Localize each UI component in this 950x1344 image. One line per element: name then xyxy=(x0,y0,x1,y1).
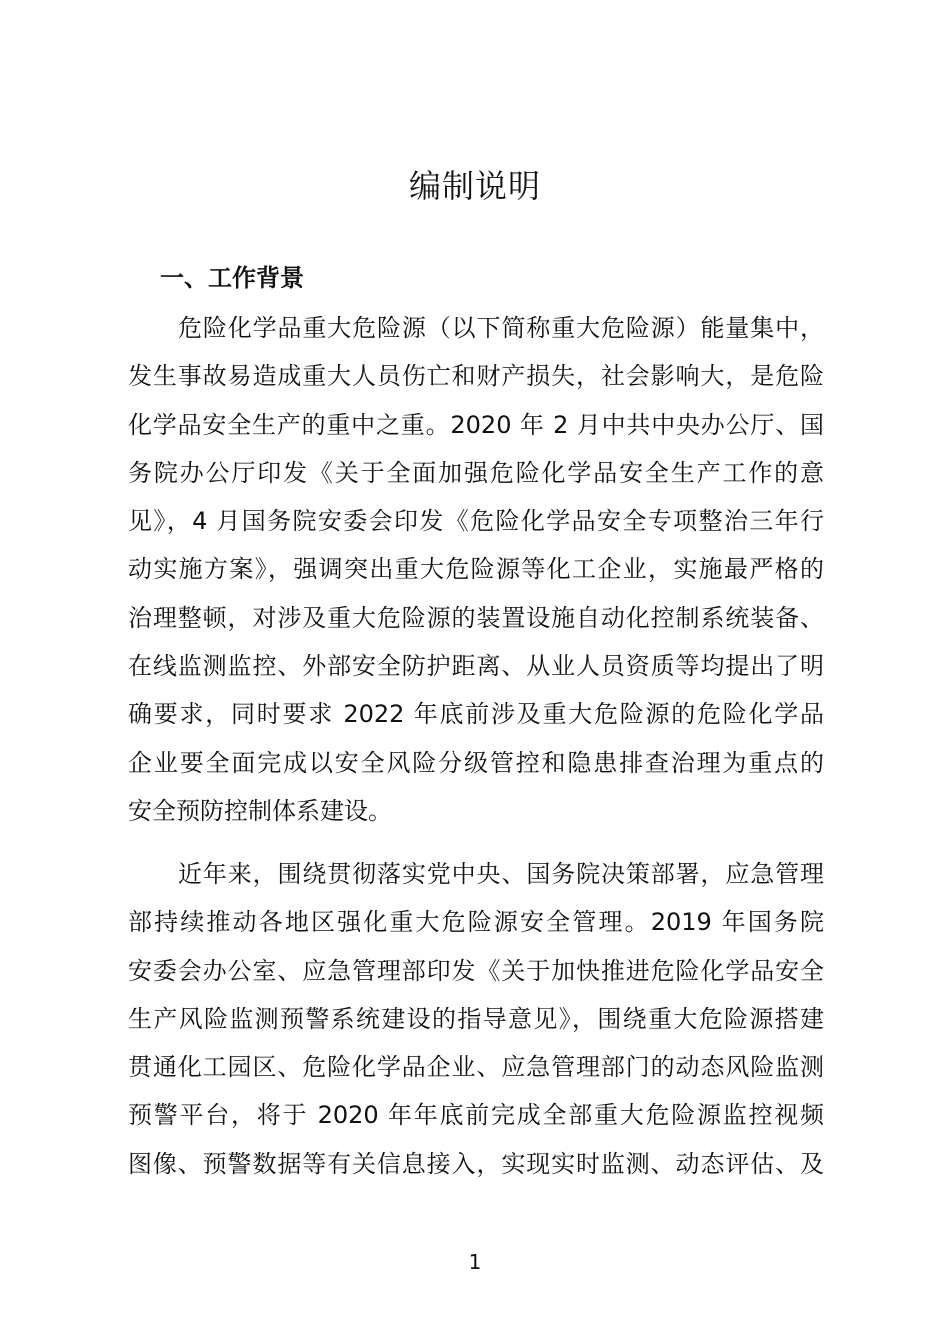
paragraph-line: 企业要全面完成以安全风险分级管控和隐患排查治理为重点的 xyxy=(128,748,824,777)
paragraph-line: 安委会办公室、应急管理部印发《关于加快推进危险化学品安全 xyxy=(128,956,824,985)
paragraph-line: 在线监测监控、外部安全防护距离、从业人员资质等均提出了明 xyxy=(128,652,824,681)
page-number: 1 xyxy=(468,1250,482,1274)
paragraph-line: 化学品安全生产的重中之重。2020 年 2 月中共中央办公厅、国 xyxy=(128,410,824,439)
paragraph-line: 预警平台，将于 2020 年年底前完成全部重大危险源监控视频 xyxy=(128,1101,824,1130)
paragraph-line: 见》，4 月国务院安委会印发《危险化学品安全专项整治三年行 xyxy=(128,507,824,536)
paragraph-line: 安全预防控制体系建设。 xyxy=(128,796,392,825)
paragraph-line: 图像、预警数据等有关信息接入，实现实时监测、动态评估、及 xyxy=(128,1149,824,1178)
paragraph-line: 部持续推动各地区强化重大危险源安全管理。2019 年国务院 xyxy=(128,908,824,937)
paragraph-line: 务院办公厅印发《关于全面加强危险化学品安全生产工作的意 xyxy=(128,458,824,487)
paragraph-work-background-1 xyxy=(128,304,824,835)
section-heading: 一、工作背景 xyxy=(160,264,304,292)
paragraph-line: 生产风险监测预警系统建设的指导意见》，围绕重大危险源搭建 xyxy=(128,1004,824,1033)
paragraph-line: 贯通化工园区、危险化学品企业、应急管理部门的动态风险监测 xyxy=(128,1053,824,1082)
paragraph-line: 近年来，围绕贯彻落实党中央、国务院决策部署，应急管理 xyxy=(178,860,824,888)
paragraph-line: 确要求，同时要求 2022 年底前涉及重大危险源的危险化学品 xyxy=(128,700,824,729)
document-title: 编制说明 xyxy=(408,167,541,205)
paragraph-line: 治理整顿，对涉及重大危险源的装置设施自动化控制系统装备、 xyxy=(128,603,824,632)
paragraph-work-background-2 xyxy=(128,850,824,1188)
paragraph-line: 危险化学品重大危险源（以下简称重大危险源）能量集中， xyxy=(178,314,824,342)
paragraph-line: 动实施方案》，强调突出重大危险源等化工企业，实施最严格的 xyxy=(128,555,824,584)
paragraph-line: 发生事故易造成重大人员伤亡和财产损失，社会影响大，是危险 xyxy=(128,362,824,391)
